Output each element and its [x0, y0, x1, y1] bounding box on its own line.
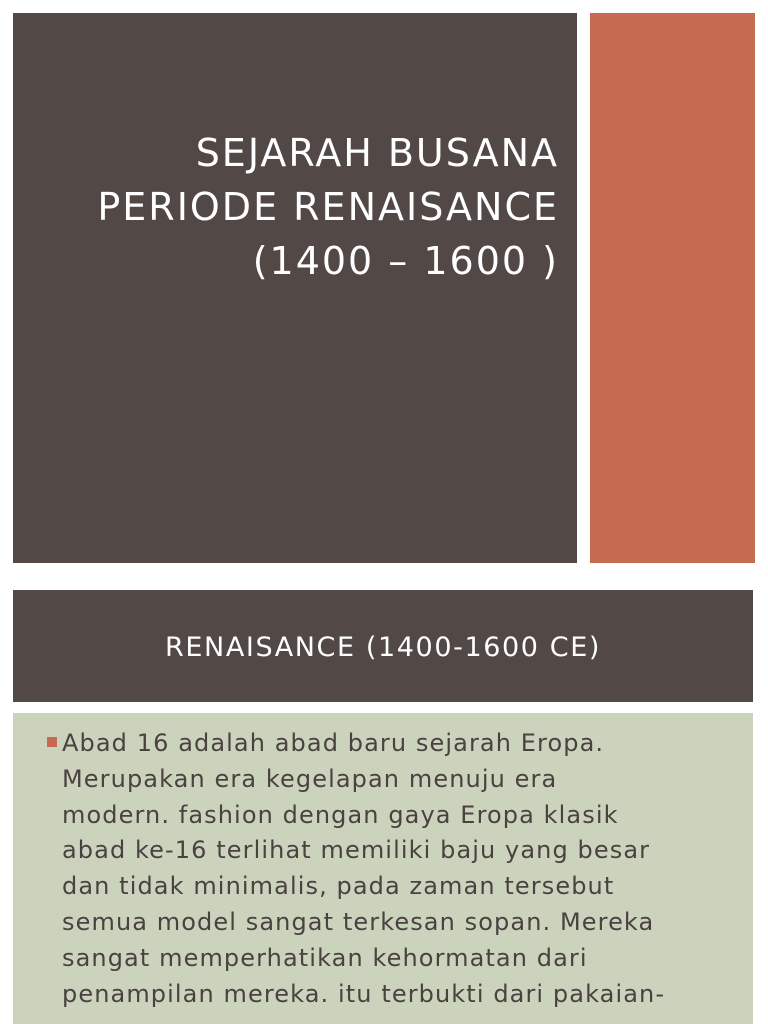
- accent-panel: [590, 13, 755, 563]
- title-panel: [13, 13, 577, 563]
- body-line: modern. fashion dengan gaya Eropa klasik: [62, 800, 619, 829]
- title-line: SEJARAH BUSANA: [195, 131, 559, 175]
- body-line: Abad 16 adalah abad baru sejarah Eropa.: [62, 729, 605, 757]
- body-line: abad ke-16 terlihat memiliki baju yang besar: [62, 836, 651, 865]
- body-line: penampilan mereka. itu terbukti dari pakaian-: [62, 979, 666, 1008]
- content-panel: [13, 713, 753, 1024]
- slide-title: [97, 126, 559, 288]
- body-paragraph: [62, 726, 738, 1012]
- bullet-square-icon: [47, 737, 57, 747]
- title-line: PERIODE RENAISANCE: [97, 185, 559, 229]
- section-header: RENAISANCE (1400-1600 CE): [165, 632, 601, 663]
- section-header-band: [13, 590, 753, 702]
- body-line: dan tidak minimalis, pada zaman tersebut: [62, 872, 615, 901]
- body-line: sangat memperhatikan kehormatan dari: [62, 943, 588, 972]
- body-line: semua model sangat terkesan sopan. Mereka: [62, 907, 655, 936]
- title-line: (1400 – 1600 ): [252, 239, 559, 283]
- body-line: Merupakan era kegelapan menuju era: [62, 764, 558, 793]
